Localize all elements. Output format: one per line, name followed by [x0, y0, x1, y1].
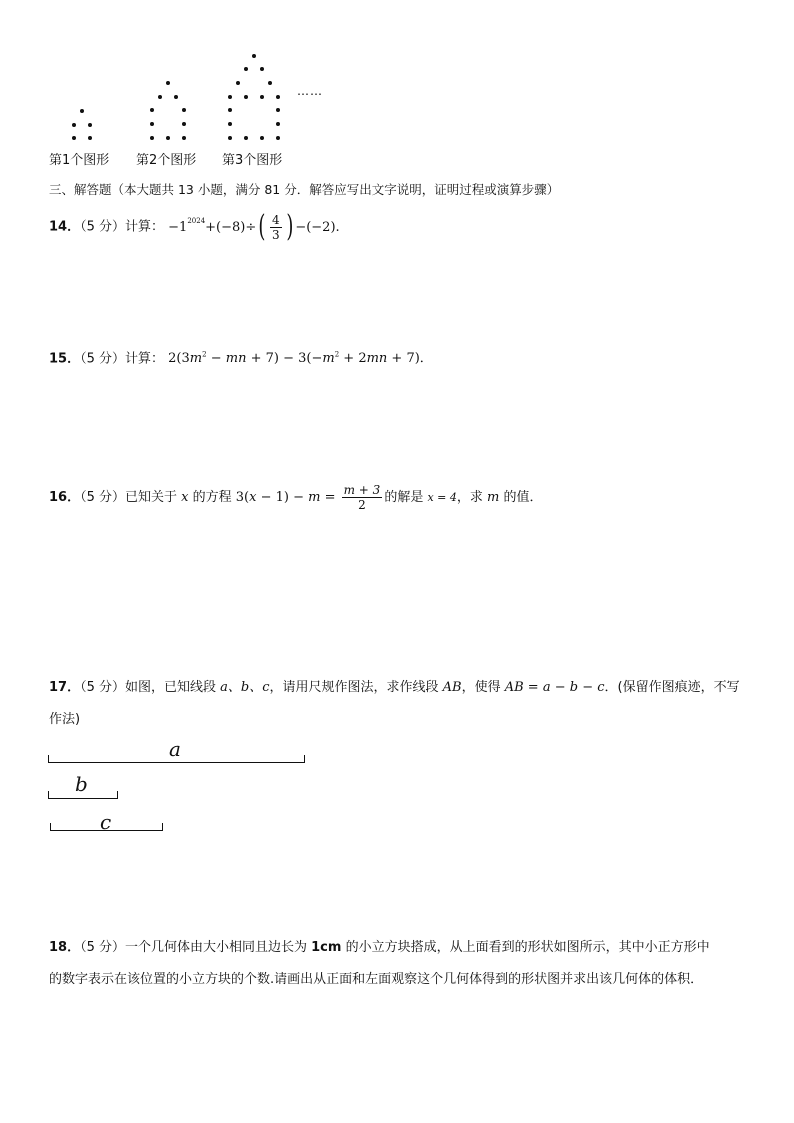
- question-number: 18．: [49, 940, 81, 955]
- question-14: [49, 209, 340, 244]
- question-score: （5 分）: [80, 219, 125, 235]
- question-prompt: 计算：: [125, 351, 165, 367]
- section-header: 三、解答题（本大题共 13 小题，满分 81 分．解答应写出文字说明，证明过程或演算步骤）: [49, 182, 560, 197]
- figure-label-2: 第2个图形: [136, 153, 197, 168]
- q16-fraction: $\frac{m + 3}{2}$: [343, 483, 381, 512]
- q16-equation: 3(x − 1) − m =: [235, 490, 340, 505]
- segment-label-b: b: [75, 772, 88, 796]
- segment-label-c: c: [100, 810, 112, 834]
- q15-expression: $2(3m^2$ − mn + $7) - 3(-m^2 + 2mn + 7)$．: [168, 351, 433, 367]
- question-score: （5 分）: [80, 490, 125, 505]
- segment-label-a: a: [169, 737, 181, 761]
- question-prompt: 计算：: [125, 219, 165, 235]
- question-number: 15．: [49, 351, 81, 367]
- figure-label-1: 第1个图形: [49, 153, 110, 168]
- q14-exponent: 2024: [187, 216, 206, 225]
- question-16: 16．（5 分）已知关于 x 的方程 3(x − 1) − m = $\frac{m + 3}{2}$ 的解是 x = 4，求 m 的值．: [49, 483, 543, 512]
- figure-label-3: 第3个图形: [222, 153, 283, 168]
- question-number: 16．: [49, 490, 81, 505]
- q14-expression: $-1^{2024}+(-8)\div$( $\frac{4}{3}$ ) −(−2).: [168, 209, 340, 244]
- question-score: （5 分）: [80, 351, 125, 367]
- ellipsis: ……: [297, 84, 323, 98]
- question-number: 17．: [49, 680, 81, 695]
- q16-solution: x = 4: [427, 491, 457, 504]
- question-18: 18．（5 分）一个几何体由大小相同且边长为 1cm 的小立方块搭成，从上面看到的形状如图所示，其中小正方形中 的数字表示在该位置的小立方块的个数.请画出从正面和左面观察这个几何体得到的形状图并求出该几何体的体积．: [49, 940, 710, 987]
- q17-equation: AB = a − b − c: [504, 680, 605, 695]
- question-17: 17．（5 分）如图，已知线段 a、b、c，请用尺规作图法，求作线段 AB，使得 AB = a − b − c．(保留作图痕迹，不写 作法): [49, 680, 740, 727]
- question-15: [49, 352, 433, 365]
- question-number: 14．: [49, 219, 81, 235]
